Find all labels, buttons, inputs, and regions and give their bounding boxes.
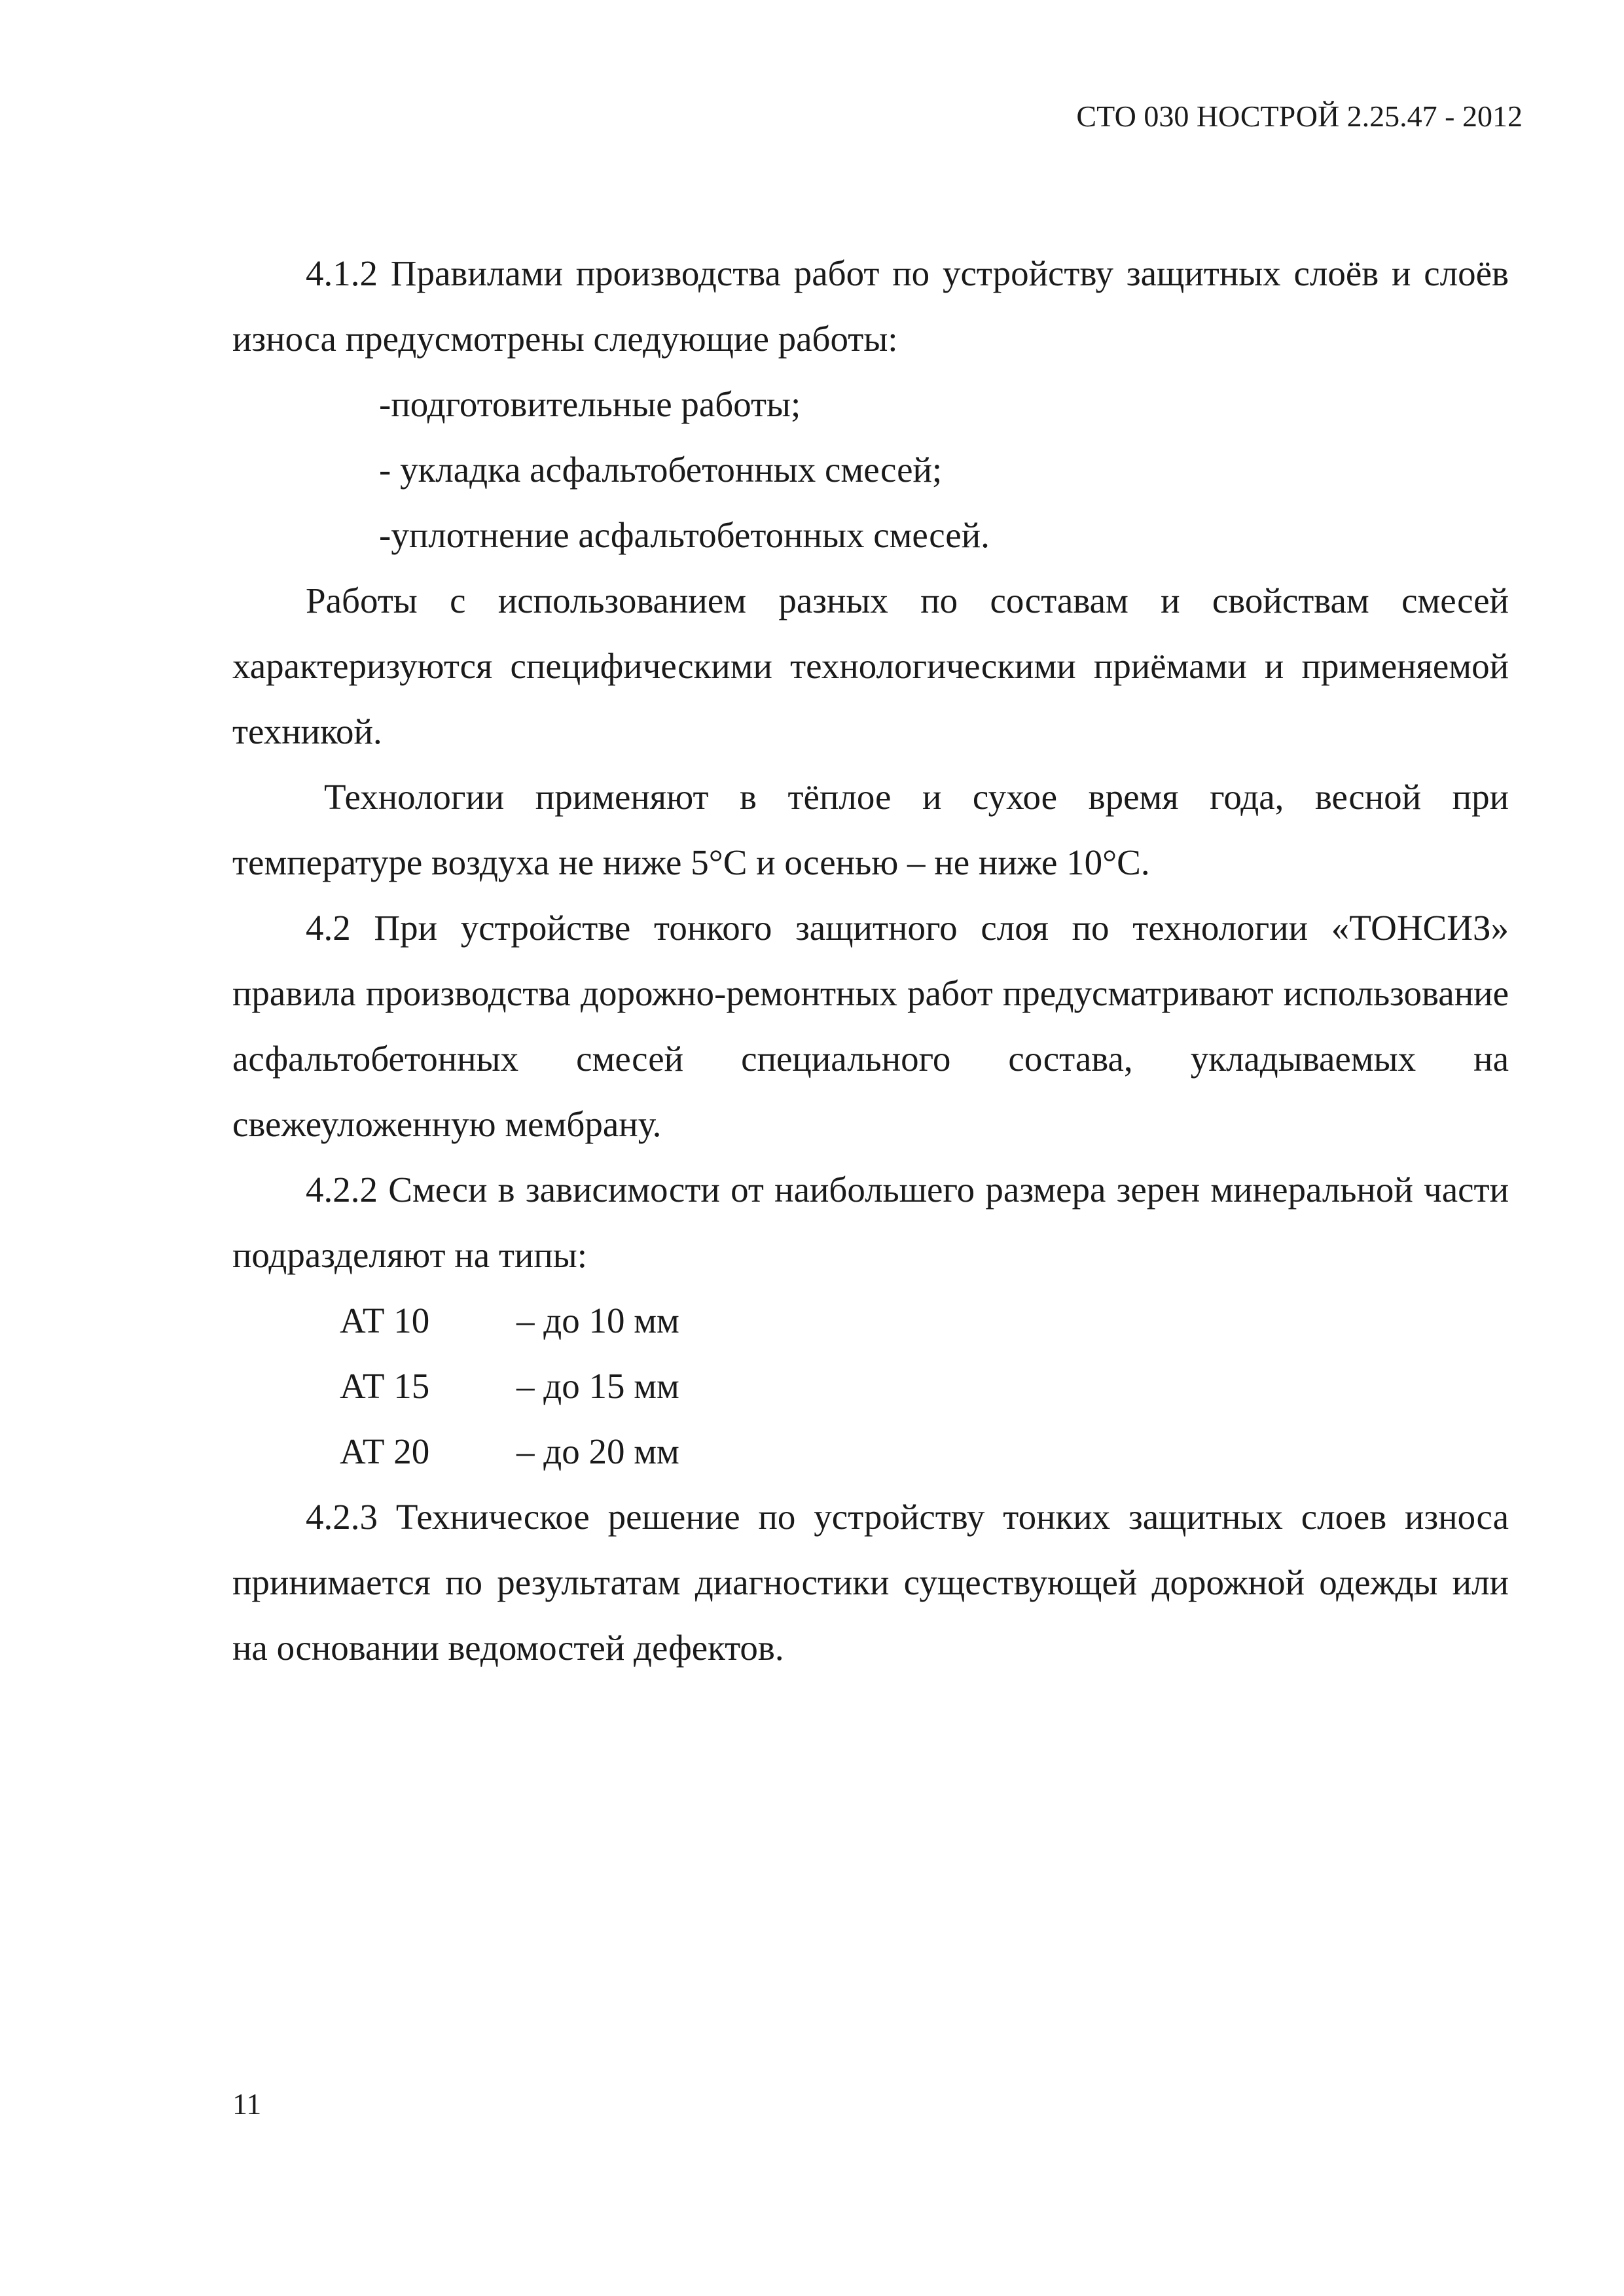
mix-type-size: – до 10 мм [516, 1300, 679, 1340]
running-header: СТО 030 НОСТРОЙ 2.25.47 - 2012 [1076, 99, 1523, 133]
list-item: -уплотнение асфальтобетонных смесей. [379, 515, 990, 555]
paragraph-4-2-2-intro: 4.2.2 Смеси в зависимости от наибольшего размера зерен минеральной части подразделяют на типы: [232, 1170, 1509, 1275]
mix-type-code: АТ 15 [340, 1366, 430, 1406]
mix-type-row [232, 1288, 1509, 1354]
body-text [232, 241, 1509, 1681]
page-number: 11 [232, 2087, 262, 2121]
mix-type-size: – до 20 мм [516, 1431, 679, 1471]
paragraph-4-1-2-intro: 4.1.2 Правилами производства работ по устройству защитных слоёв и слоёв износа предусмотрены следующие работы: [232, 253, 1509, 359]
paragraph-season: Технологии применяют в тёплое и сухое время года, весной при температуре воздуха не ниже 5°С и осенью – не ниже 10°С. [232, 777, 1509, 882]
mix-type-code: АТ 10 [340, 1300, 430, 1340]
mix-type-code: АТ 20 [340, 1431, 430, 1471]
list-item: -подготовительные работы; [379, 384, 801, 424]
paragraph-methods: Работы с использованием разных по составам и свойствам смесей характеризуются специфическими технологическими приёмами и применяемой техникой. [232, 581, 1509, 751]
mix-type-row [232, 1354, 1509, 1419]
paragraph-4-2-3: 4.2.3 Техническое решение по устройству тонких защитных слоев износа принимается по результатам диагностики существующей дорожной одежды или на основании ведомостей дефектов. [232, 1497, 1509, 1668]
mix-type-row [232, 1419, 1509, 1484]
mix-type-size: – до 15 мм [516, 1366, 679, 1406]
paragraph-4-2: 4.2 При устройстве тонкого защитного слоя по технологии «ТОНСИЗ» правила производства дорожно-ремонтных работ предусматривают использование асфальтобетонных смесей специального состава, укладываемых на свежеуложенную мембрану. [232, 908, 1509, 1144]
list-item: - укладка асфальтобетонных смесей; [379, 450, 943, 490]
